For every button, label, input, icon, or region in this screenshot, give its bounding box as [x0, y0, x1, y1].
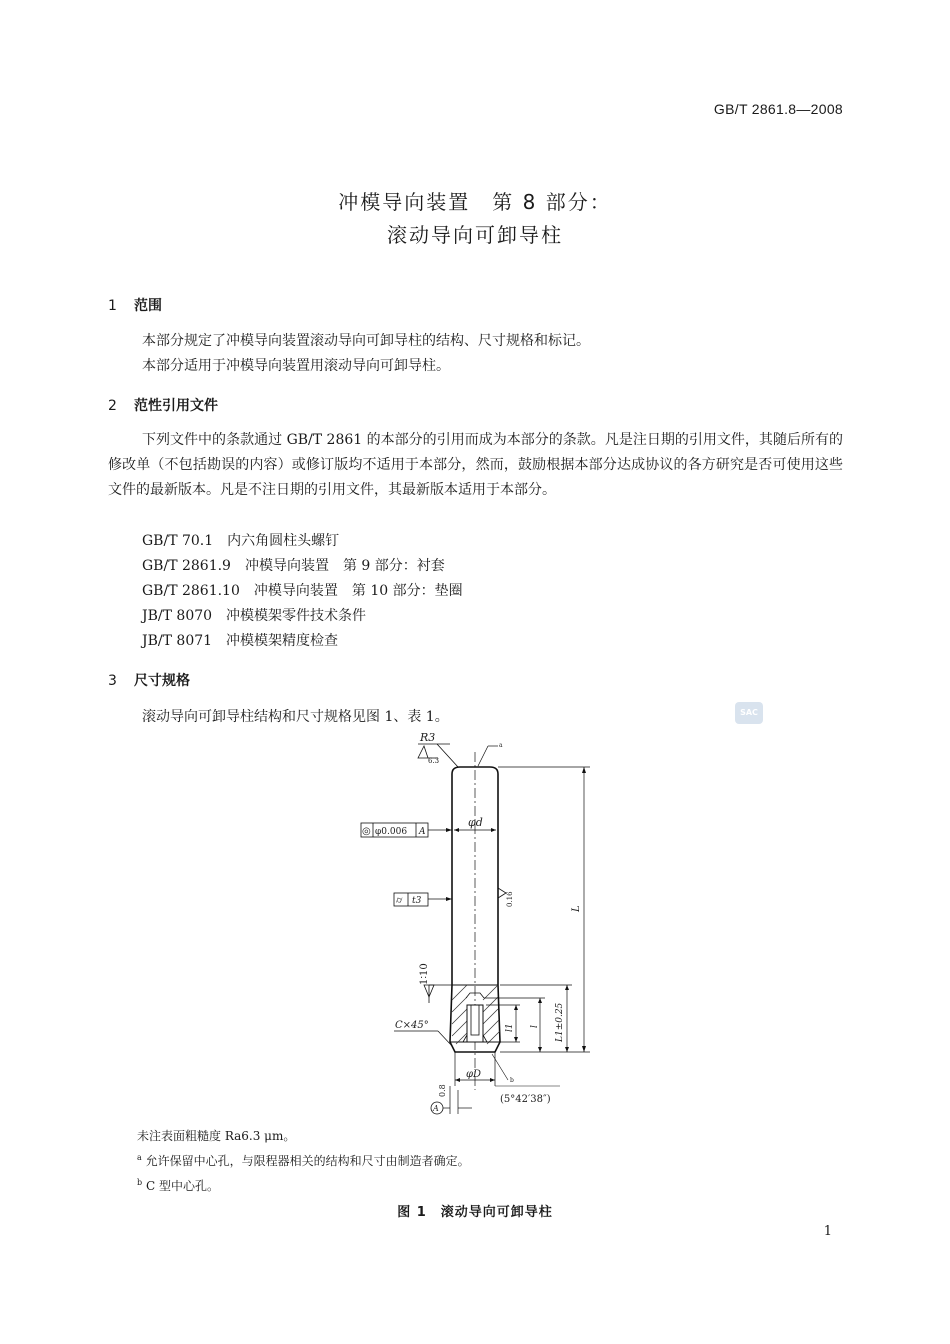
- side-roughness-symbol: [498, 888, 506, 898]
- chamfer-label: C×45°: [395, 1020, 429, 1031]
- runout-value: 0.8: [438, 1084, 447, 1097]
- superscript-a-mark: a: [499, 742, 503, 749]
- footnote-a-text: 允许保留中心孔，与限程器相关的结构和尺寸由制造者确定。: [145, 1154, 470, 1168]
- reference-title: 冲模模架精度检查: [226, 633, 339, 649]
- reference-code: JB/T 8070: [142, 608, 213, 624]
- dim-L1-label: L1±0.25: [555, 1002, 565, 1042]
- section-title: 范性引用文件: [134, 398, 218, 414]
- length-l-label: L: [571, 905, 582, 912]
- roughness-note: 未注表面粗糙度 Ra6.3 μm。: [137, 1129, 296, 1143]
- cylindricity-icon: ⌭: [396, 896, 403, 906]
- dim-l-label: l: [530, 1025, 540, 1028]
- footnote-a-mark: a: [137, 1153, 142, 1162]
- scope-paragraph-1: 本部分规定了冲模导向装置滚动导向可卸导柱的结构、尺寸规格和标记。: [142, 333, 590, 349]
- taper-label: 1∶10: [419, 963, 430, 985]
- superscript-b-mark: b: [510, 1077, 514, 1084]
- section-title: 尺寸规格: [134, 673, 190, 689]
- coaxiality-icon: ◎: [362, 826, 371, 837]
- footnote-b-mark: b: [137, 1178, 143, 1187]
- datum-letter: A: [419, 827, 426, 837]
- reference-code: JB/T 8071: [142, 633, 213, 649]
- reference-code: GB/T 2861.10: [142, 583, 240, 599]
- reference-code: GB/T 70.1: [142, 533, 214, 549]
- reference-code: GB/T 2861.9: [142, 558, 231, 574]
- reference-title: 冲模导向装置 第 9 部分：衬套: [244, 558, 445, 574]
- footnote-a: [137, 1152, 470, 1169]
- angle-label: (5°42′38″): [500, 1094, 551, 1105]
- reference-title: 内六角圆柱头螺钉: [227, 533, 340, 549]
- dimensions-paragraph: 滚动导向可卸导柱结构和尺寸规格见图 1、表 1。: [142, 709, 449, 725]
- figure-caption: 图 1 滚动导向可卸导柱: [397, 1205, 553, 1220]
- phi-D-label: φD: [466, 1069, 482, 1080]
- page-number: 1: [823, 1224, 832, 1239]
- standard-code: GB/T 2861.8—2008: [713, 101, 843, 117]
- side-roughness-value: 0.16: [506, 891, 514, 907]
- screw-hole: [467, 1005, 483, 1042]
- coaxiality-value: φ0.006: [375, 827, 408, 837]
- footnote-b: [137, 1177, 219, 1194]
- reference-title: 冲模模架零件技术条件: [226, 608, 367, 624]
- sac-watermark-logo: SAC: [735, 702, 763, 724]
- dim-l1-label: l1: [505, 1023, 515, 1032]
- datum-a-circle-letter: A: [433, 1104, 439, 1113]
- r3-label: R3: [420, 731, 436, 744]
- phi-d-label: φd: [468, 816, 483, 829]
- section-title: 范围: [134, 298, 162, 314]
- scope-paragraph-2: 本部分适用于冲模导向装置用滚动导向可卸导柱。: [142, 358, 450, 374]
- footnote-b-text: C 型中心孔。: [145, 1179, 219, 1193]
- references-intro-paragraph: 下列文件中的条款通过 GB/T 2861 的本部分的引用而成为本部分的条款。凡是注日期的引用文件，其随后所有的修改单（不包括勘误的内容）或修订版均不适用于本部分，然而，鼓励根据本部分达成协议的各方研究是否可使用这些文件的最新版本。凡是不注日期的引用文件，其最新版本适用于本部分。: [108, 432, 843, 498]
- roughness-top-value: 6.3: [428, 757, 440, 765]
- document-title-line2: 滚动导向可卸导柱: [387, 223, 563, 247]
- cylindricity-value: t3: [412, 896, 422, 906]
- document-title-line1: 冲模导向装置 第 8 部分：: [338, 190, 612, 214]
- reference-title: 冲模导向装置 第 10 部分：垫圈: [253, 583, 463, 599]
- section-number: 2: [108, 398, 117, 414]
- section-number: 3: [108, 673, 117, 689]
- roughness-symbol: [418, 746, 428, 758]
- cylindricity-tolerance-frame: [394, 893, 452, 906]
- section-number: 1: [108, 298, 117, 314]
- coaxiality-tolerance-frame: [361, 823, 452, 837]
